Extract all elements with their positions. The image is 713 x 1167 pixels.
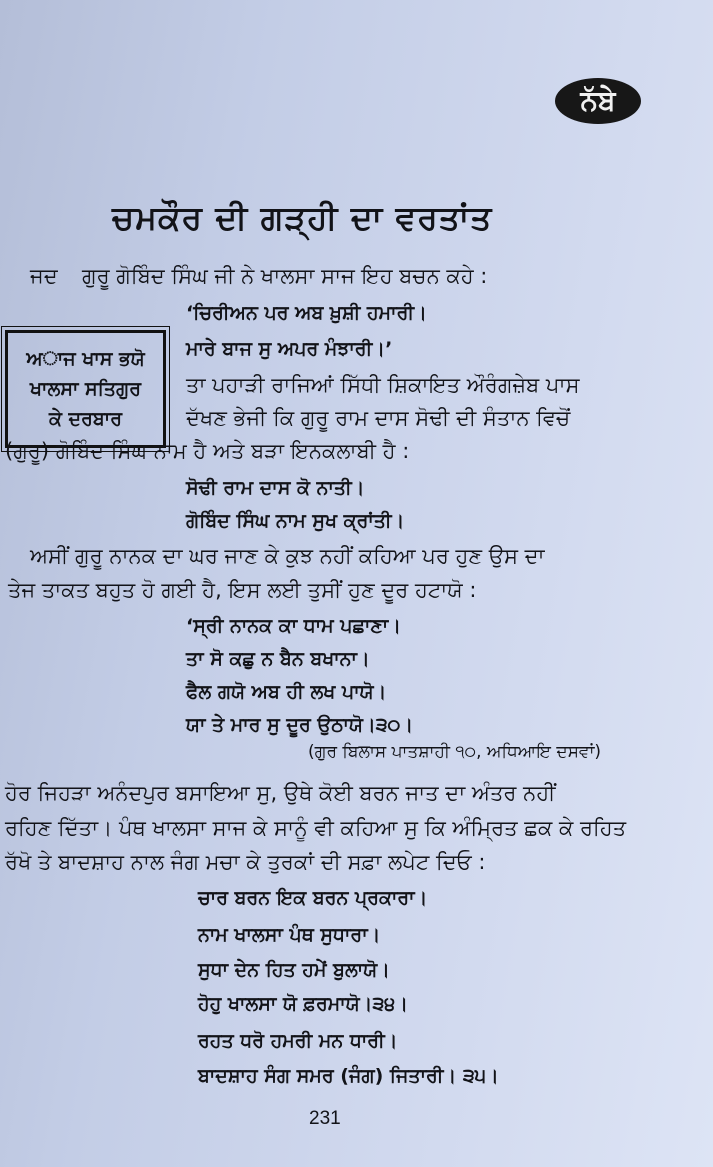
verse-line: ਬਾਦਸ਼ਾਹ ਸੰਗ ਸਮਰ (ਜੰਗ) ਜਿਤਾਰੀ। ੩੫। [198, 1065, 499, 1087]
paragraph-line: ਰੱਖੋ ਤੇ ਬਾਦਸ਼ਾਹ ਨਾਲ ਜੰਗ ਮਚਾ ਕੇ ਤੁਰਕਾਂ ਦੀ ਸਫ਼ਾ ਲਪੇਟ ਦਿਓ : [5, 850, 486, 874]
verse-line: ਯਾ ਤੇ ਮਾਰ ਸੁ ਦੂਰ ਉਠਾਯੋ।੩੦। [186, 714, 414, 736]
verse-line: ਤਾ ਸੋ ਕਛੁ ਨ ਬੈਨ ਬਖਾਨਾ। [186, 648, 370, 670]
verse-line: ਰਹਤ ਧਰੋ ਹਮਰੀ ਮਨ ਧਾਰੀ। [198, 1030, 398, 1052]
paragraph-line: ਅਸੀਂ ਗੁਰੂ ਨਾਨਕ ਦਾ ਘਰ ਜਾਣ ਕੇ ਕੁਝ ਨਹੀਂ ਕਹਿਆ ਪਰ ਹੁਣ ਉਸ ਦਾ [30, 544, 545, 568]
paragraph-line: ਹੋਰ ਜਿਹੜਾ ਅਨੰਦਪੁਰ ਬਸਾਇਆ ਸੁ, ਉਥੇ ਕੋਈ ਬਰਨ ਜਾਤ ਦਾ ਅੰਤਰ ਨਹੀਂ [5, 781, 556, 805]
sidebox [5, 330, 166, 448]
citation: (ਗੁਰ ਬਿਲਾਸ ਪਾਤਸ਼ਾਹੀ ੧੦, ਅਧਿਆਇ ਦਸਵਾਂ) [308, 742, 602, 762]
page-number: 231 [309, 1108, 341, 1129]
sidebox-line-1: ਅਾਜ ਖਾਸ ਭਯੋ [26, 348, 145, 370]
verse-line: ‘ਚਿਰੀਅਨ ਪਰ ਅਬ ਖ਼ੁਸ਼ੀ ਹਮਾਰੀ। [186, 302, 427, 324]
paragraph-line: ਤੇਜ ਤਾਕਤ ਬਹੁਤ ਹੋ ਗਈ ਹੈ, ਇਸ ਲਈ ਤੁਸੀਂ ਹੁਣ ਦੂਰ ਹਟਾਯੋ : [8, 578, 477, 602]
paragraph-line: ਰਹਿਣ ਦਿੱਤਾ। ਪੰਥ ਖਾਲਸਾ ਸਾਜ ਕੇ ਸਾਨੂੰ ਵੀ ਕਹਿਆ ਸੁ ਕਿ ਅੰਮ੍ਰਿਤ ਛਕ ਕੇ ਰਹਿਤ [5, 816, 627, 840]
sidebox-line-3: ਕੇ ਦਰਬਾਰ [48, 408, 122, 430]
paragraph-line: ਤਾ ਪਹਾੜੀ ਰਾਜਿਆਂ ਸਿੱਧੀ ਸ਼ਿਕਾਇਤ ਔਰੰਗਜ਼ੇਬ ਪਾਸ [186, 373, 580, 397]
intro-line: ਗੁਰੂ ਗੋਬਿੰਦ ਸਿੰਘ ਜੀ ਨੇ ਖਾਲਸਾ ਸਾਜ ਇਹ ਬਚਨ ਕਹੇ : [82, 264, 488, 288]
verse-line: ਹੋਹੁ ਖਾਲਸਾ ਯੋ ਫ਼ਰਮਾਯੋ।੩੪। [198, 993, 409, 1015]
page-title: ਚਮਕੌਰ ਦੀ ਗੜ੍ਹੀ ਦਾ ਵਰਤਾਂਤ [112, 198, 493, 237]
paragraph-line: (ਗੁਰੂ) ਗੋਬਿੰਦ ਸਿੰਘ ਨਾਮ ਹੈ ਅਤੇ ਬੜਾ ਇਨਕਲਾਬੀ ਹੈ : [5, 439, 410, 463]
verse-line: ਮਾਰੇ ਬਾਜ ਸੁ ਅਪਰ ਮੰਝਾਰੀ।’ [186, 338, 393, 360]
intro-lead: ਜਦ [30, 264, 58, 288]
sidebox-line-2: ਖਾਲਸਾ ਸਤਿਗੁਰ [30, 378, 141, 400]
verse-line: ਸੁਧਾ ਦੇਨ ਹਿਤ ਹਮੇਂ ਬੁਲਾਯੋ। [198, 959, 390, 981]
verse-line: ‘ਸ੍ਰੀ ਨਾਨਕ ਕਾ ਧਾਮ ਪਛਾਣਾ। [186, 615, 402, 637]
chapter-badge-text: ਨੱਬੇ [580, 84, 616, 117]
paragraph-line: ਦੱਖਣ ਭੇਜੀ ਕਿ ਗੁਰੂ ਰਾਮ ਦਾਸ ਸੋਢੀ ਦੀ ਸੰਤਾਨ ਵਿਚੋਂ [186, 406, 571, 430]
verse-line: ਚਾਰ ਬਰਨ ਇਕ ਬਰਨ ਪ੍ਰਕਾਰਾ। [198, 887, 428, 909]
verse-line: ਫੈਲ ਗਯੋ ਅਬ ਹੀ ਲਖ ਪਾਯੋ। [186, 681, 387, 703]
verse-line: ਨਾਮ ਖਾਲਸਾ ਪੰਥ ਸੁਧਾਰਾ। [198, 924, 381, 946]
verse-line: ਗੋਬਿੰਦ ਸਿੰਘ ਨਾਮ ਸੁਖ ਕ੍ਰਾਂਤੀ। [186, 510, 405, 532]
verse-line: ਸੋਢੀ ਰਾਮ ਦਾਸ ਕੋ ਨਾਤੀ। [186, 477, 365, 499]
chapter-badge [555, 78, 641, 124]
